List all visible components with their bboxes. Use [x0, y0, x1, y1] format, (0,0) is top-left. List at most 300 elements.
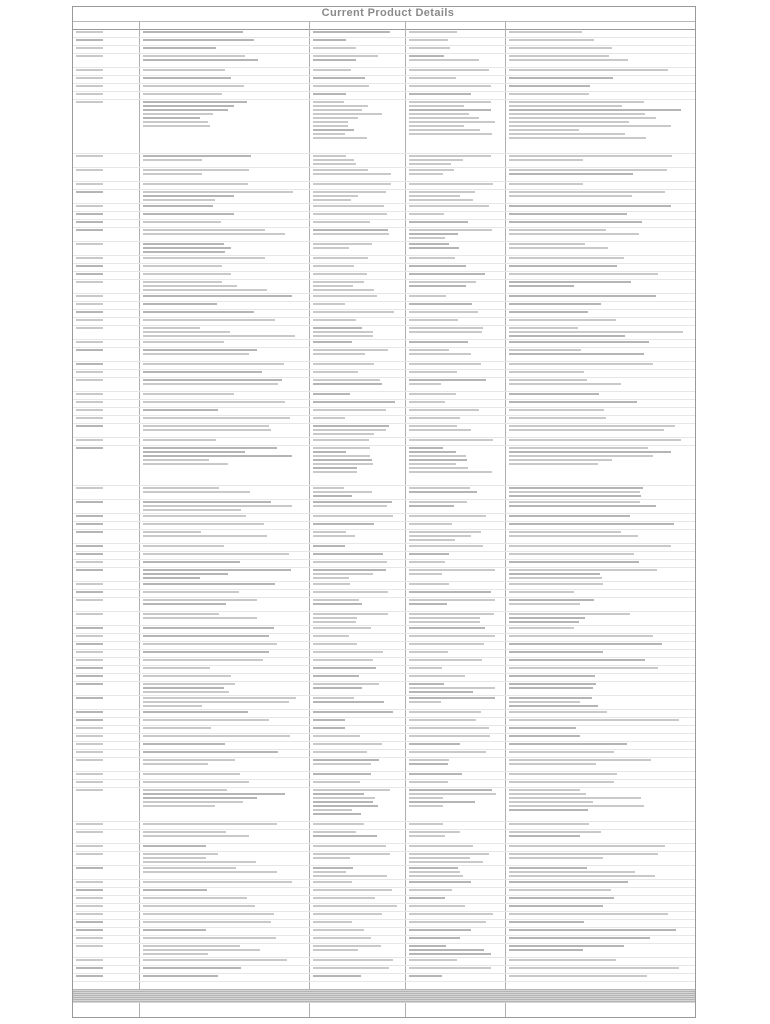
table-cell [143, 641, 305, 649]
text-line [143, 117, 200, 119]
text-line [143, 173, 202, 175]
table-cell [409, 771, 501, 779]
text-line [313, 651, 383, 653]
text-line [409, 701, 441, 703]
text-line [313, 573, 373, 575]
text-line [509, 781, 614, 783]
text-line [143, 743, 225, 745]
text-line [409, 199, 473, 201]
text-line [143, 289, 267, 291]
text-line [313, 781, 360, 783]
text-line [509, 101, 644, 103]
text-line [409, 59, 479, 61]
text-line [313, 905, 397, 907]
table-cell [409, 787, 501, 821]
table-cell [143, 681, 305, 695]
text-line [143, 569, 291, 571]
text-line [313, 191, 386, 193]
text-line [143, 683, 235, 685]
table-row [73, 423, 695, 438]
table-cell [76, 399, 136, 407]
text-line [509, 85, 590, 87]
text-line [509, 599, 594, 601]
text-line [76, 101, 103, 103]
table-cell [313, 219, 401, 227]
table-cell [313, 167, 401, 181]
table-cell [76, 53, 136, 67]
table-cell [76, 733, 136, 741]
table-row [73, 829, 695, 844]
table-cell [313, 211, 401, 219]
text-line [313, 59, 356, 61]
text-line [76, 213, 103, 215]
text-line [509, 643, 662, 645]
text-line [509, 451, 671, 453]
text-line [313, 113, 382, 115]
text-line [409, 281, 476, 283]
text-line [509, 409, 604, 411]
text-line [76, 221, 103, 223]
text-line [509, 247, 608, 249]
table-cell [509, 293, 693, 301]
text-line [409, 121, 495, 123]
text-line [409, 501, 467, 503]
table-cell [143, 919, 305, 927]
table-cell [509, 521, 693, 529]
text-line [509, 311, 588, 313]
text-line [409, 205, 489, 207]
text-line [76, 683, 103, 685]
text-line [509, 169, 667, 171]
text-line [409, 635, 495, 637]
table-cell [313, 279, 401, 293]
table-cell [409, 611, 501, 625]
table-cell [76, 255, 136, 263]
text-line [313, 85, 369, 87]
table-cell [409, 935, 501, 943]
text-line [409, 303, 472, 305]
table-cell [313, 227, 401, 241]
text-line [509, 937, 650, 939]
table-cell [509, 725, 693, 733]
table-cell [313, 657, 401, 665]
text-line [409, 243, 449, 245]
text-line [76, 191, 103, 193]
text-line [313, 159, 354, 161]
table-cell [509, 91, 693, 99]
table-cell [409, 99, 501, 153]
table-cell [313, 709, 401, 717]
text-line [76, 439, 103, 441]
table-cell [313, 957, 401, 965]
text-line [143, 805, 215, 807]
text-line [409, 285, 466, 287]
table-cell [76, 75, 136, 83]
table-cell [313, 973, 401, 981]
text-line [313, 627, 371, 629]
table-cell [409, 597, 501, 611]
table-cell [313, 641, 401, 649]
text-line [509, 295, 656, 297]
text-line [313, 793, 364, 795]
text-line [76, 341, 103, 343]
table-cell [143, 499, 305, 513]
table-cell [76, 309, 136, 317]
text-line [143, 39, 254, 41]
text-line [409, 913, 493, 915]
table-cell [143, 45, 305, 53]
table-row [73, 681, 695, 696]
text-line [143, 447, 277, 449]
text-line [143, 789, 227, 791]
text-line [143, 751, 278, 753]
table-cell [509, 189, 693, 203]
text-line [143, 183, 248, 185]
text-line [509, 173, 633, 175]
text-line [76, 371, 103, 373]
text-line [409, 831, 460, 833]
table-cell [76, 657, 136, 665]
product-table-body [73, 29, 695, 989]
text-line [509, 335, 625, 337]
text-line [509, 319, 616, 321]
text-line [409, 687, 495, 689]
table-cell [313, 271, 401, 279]
table-row [73, 973, 695, 982]
text-line [509, 463, 598, 465]
table-cell [409, 927, 501, 935]
text-line [76, 243, 103, 245]
text-line [313, 471, 357, 473]
table-cell [143, 263, 305, 271]
text-line [143, 937, 276, 939]
table-cell [143, 551, 305, 559]
text-line [409, 439, 493, 441]
text-line [143, 341, 224, 343]
table-cell [409, 957, 501, 965]
table-cell [313, 911, 401, 919]
text-line [313, 697, 354, 699]
text-line [143, 59, 258, 61]
table-cell [409, 415, 501, 423]
text-line [509, 117, 656, 119]
table-cell [143, 559, 305, 567]
text-line [143, 949, 260, 951]
text-line [509, 491, 640, 493]
text-line [143, 691, 229, 693]
text-line [409, 173, 443, 175]
text-line [409, 583, 449, 585]
text-line [409, 781, 448, 783]
text-line [313, 195, 358, 197]
text-line [76, 425, 103, 427]
text-line [313, 487, 344, 489]
text-line [313, 897, 375, 899]
text-line [313, 805, 378, 807]
text-line [509, 349, 581, 351]
text-line [143, 515, 246, 517]
text-line [313, 105, 368, 107]
table-cell [313, 529, 401, 543]
text-line [509, 711, 607, 713]
table-cell [313, 445, 401, 485]
table-cell [409, 181, 501, 189]
table-cell [409, 45, 501, 53]
text-line [313, 501, 392, 503]
text-line [143, 535, 267, 537]
table-row [73, 567, 695, 582]
table-cell [313, 255, 401, 263]
text-line [143, 759, 235, 761]
text-line [313, 459, 372, 461]
text-line [509, 823, 589, 825]
text-line [313, 505, 387, 507]
text-line [509, 341, 649, 343]
table-cell [313, 895, 401, 903]
text-line [509, 379, 587, 381]
text-line [143, 857, 206, 859]
table-cell [313, 581, 401, 589]
table-cell [509, 45, 693, 53]
text-line [76, 401, 103, 403]
table-cell [143, 167, 305, 181]
table-cell [143, 153, 305, 167]
table-cell [509, 787, 693, 821]
text-line [143, 247, 231, 249]
table-cell [509, 749, 693, 757]
text-line [509, 505, 656, 507]
text-line [143, 831, 226, 833]
table-cell [313, 879, 401, 887]
table-cell [313, 851, 401, 865]
text-line [76, 183, 103, 185]
text-line [409, 85, 491, 87]
table-cell [143, 271, 305, 279]
text-line [313, 319, 356, 321]
text-line [313, 247, 349, 249]
table-row [73, 325, 695, 340]
text-line [143, 889, 207, 891]
table-cell [313, 293, 401, 301]
text-line [409, 905, 465, 907]
text-line [509, 667, 658, 669]
table-row [73, 757, 695, 772]
table-cell [313, 965, 401, 973]
table-cell [143, 695, 305, 709]
text-line [509, 501, 640, 503]
text-line [313, 243, 372, 245]
text-line [143, 781, 249, 783]
text-line [409, 265, 466, 267]
text-line [509, 683, 596, 685]
table-cell [313, 29, 401, 37]
table-cell [76, 499, 136, 513]
text-line [143, 913, 274, 915]
table-cell [313, 415, 401, 423]
table-cell [313, 903, 401, 911]
text-line [313, 617, 357, 619]
text-line [509, 281, 631, 283]
text-line [509, 801, 593, 803]
text-line [143, 675, 231, 677]
text-line [143, 125, 210, 127]
table-cell [509, 227, 693, 241]
table-cell [76, 227, 136, 241]
text-line [143, 371, 262, 373]
table-cell [143, 255, 305, 263]
table-cell [409, 423, 501, 437]
table-cell [313, 633, 401, 641]
text-line [76, 719, 103, 721]
text-line [509, 31, 582, 33]
table-cell [76, 99, 136, 153]
text-line [76, 905, 103, 907]
text-line [313, 643, 357, 645]
text-line [409, 159, 463, 161]
text-line [143, 205, 213, 207]
text-line [76, 273, 103, 275]
text-line [509, 627, 574, 629]
text-line [143, 905, 255, 907]
text-line [409, 349, 449, 351]
text-line [143, 531, 201, 533]
text-line [313, 535, 355, 537]
text-line [76, 937, 103, 939]
table-cell [76, 865, 136, 879]
table-cell [76, 717, 136, 725]
table-cell [143, 543, 305, 551]
text-line [143, 659, 263, 661]
text-line [509, 583, 603, 585]
text-line [76, 561, 103, 563]
table-cell [76, 377, 136, 391]
text-line [509, 875, 655, 877]
text-line [76, 155, 103, 157]
text-line [143, 845, 206, 847]
text-line [76, 501, 103, 503]
text-line [313, 751, 367, 753]
text-line [76, 759, 103, 761]
text-line [509, 535, 638, 537]
table-cell [143, 757, 305, 771]
table-cell [409, 521, 501, 529]
table-cell [76, 903, 136, 911]
text-line [313, 659, 373, 661]
text-line [509, 523, 674, 525]
text-line [409, 183, 493, 185]
table-cell [76, 919, 136, 927]
table-cell [143, 485, 305, 499]
table-cell [509, 347, 693, 361]
text-line [76, 281, 103, 283]
text-line [409, 937, 460, 939]
text-line [143, 221, 221, 223]
text-line [409, 221, 468, 223]
table-cell [76, 189, 136, 203]
text-line [143, 651, 269, 653]
text-line [509, 257, 624, 259]
table-cell [509, 665, 693, 673]
text-line [143, 353, 249, 355]
text-line [143, 945, 240, 947]
text-line [143, 687, 224, 689]
table-cell [409, 445, 501, 485]
table-cell [76, 641, 136, 649]
table-cell [76, 347, 136, 361]
table-cell [76, 911, 136, 919]
table-cell [76, 625, 136, 633]
text-line [76, 591, 103, 593]
text-line [409, 573, 442, 575]
text-line [409, 743, 460, 745]
text-line [509, 129, 579, 131]
text-line [509, 331, 683, 333]
table-cell [409, 567, 501, 581]
text-line [143, 463, 228, 465]
text-line [409, 675, 465, 677]
text-line [509, 743, 627, 745]
text-line [143, 627, 274, 629]
table-cell [313, 589, 401, 597]
text-line [509, 613, 630, 615]
text-line [76, 531, 103, 533]
text-line [76, 913, 103, 915]
text-line [313, 311, 394, 313]
table-cell [409, 53, 501, 67]
text-line [509, 69, 668, 71]
text-line [143, 577, 200, 579]
text-line [509, 109, 681, 111]
text-line [409, 857, 470, 859]
table-cell [509, 633, 693, 641]
table-cell [509, 255, 693, 263]
text-line [143, 251, 225, 253]
table-cell [76, 633, 136, 641]
text-line [313, 813, 361, 815]
text-line [143, 735, 290, 737]
table-cell [143, 361, 305, 369]
text-line [313, 759, 379, 761]
text-line [143, 921, 271, 923]
table-cell [76, 741, 136, 749]
table-cell [409, 559, 501, 567]
text-line [76, 303, 103, 305]
table-cell [313, 377, 401, 391]
text-line [409, 953, 491, 955]
table-cell [143, 749, 305, 757]
text-line [409, 233, 458, 235]
text-line [409, 109, 491, 111]
table-cell [143, 943, 305, 957]
text-line [509, 429, 664, 431]
text-line [409, 191, 475, 193]
table-cell [509, 649, 693, 657]
text-line [313, 635, 349, 637]
text-line [313, 221, 370, 223]
table-cell [409, 279, 501, 293]
text-line [409, 257, 455, 259]
table-cell [409, 347, 501, 361]
table-cell [143, 935, 305, 943]
text-line [509, 975, 647, 977]
text-line [143, 867, 236, 869]
text-line [409, 797, 443, 799]
table-row [73, 227, 695, 242]
text-line [313, 47, 356, 49]
table-cell [143, 597, 305, 611]
text-line [409, 959, 457, 961]
text-line [143, 487, 219, 489]
